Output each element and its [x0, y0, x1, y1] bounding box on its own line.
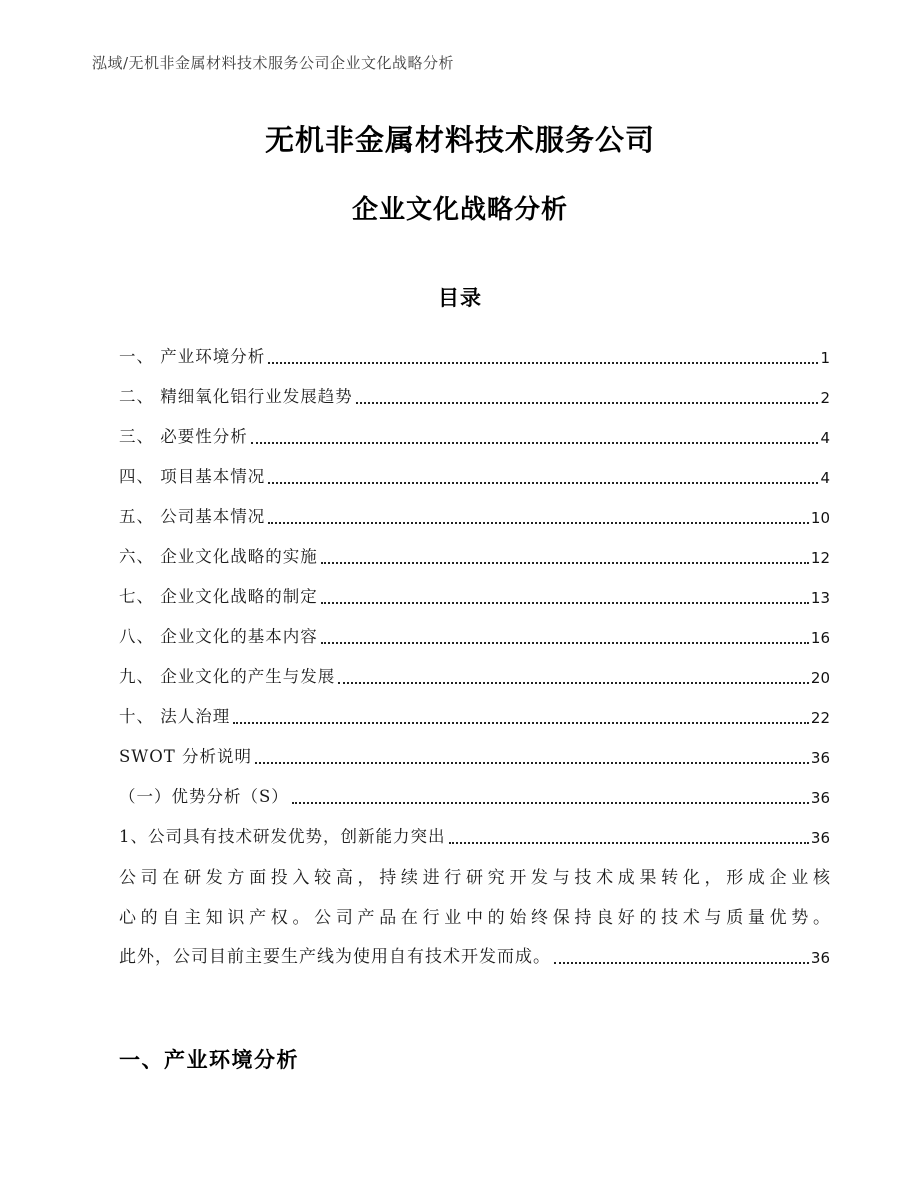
toc-entry-page: 4: [820, 429, 830, 447]
toc-entry: [119, 734, 830, 774]
toc-dot-leader: [554, 962, 809, 964]
toc-entry-label: 1、公司具有技术研发优势，创新能力突出: [119, 827, 446, 846]
toc-entry-label: SWOT 分析说明: [119, 747, 253, 766]
toc-entry-label: 八、 企业文化的基本内容: [119, 627, 318, 646]
toc-entry: [119, 694, 830, 734]
toc-entry-label: 四、 项目基本情况: [119, 467, 266, 486]
toc-entry-label: 二、 精细氧化铝行业发展趋势: [119, 387, 353, 406]
toc-entry: [119, 534, 830, 574]
toc-entry-page: 4: [820, 469, 830, 487]
toc-dot-leader: [292, 802, 809, 804]
toc-entry: [119, 454, 830, 494]
toc-entry-label: （一）优势分析（S）: [119, 787, 289, 806]
toc-entry: [119, 374, 830, 414]
toc-entry: [119, 614, 830, 654]
toc-entry-page: 1: [820, 349, 830, 367]
toc-entry-page: 36: [810, 749, 830, 767]
toc-dot-leader: [255, 762, 809, 764]
toc-paragraph-line: 心的自主知识产权。公司产品在行业中的始终保持良好的技术与质量优势。: [119, 908, 830, 928]
toc-entry-label: 十、 法人治理: [119, 707, 231, 726]
toc-dot-leader: [321, 642, 809, 644]
toc-dot-leader: [321, 562, 809, 564]
toc-dot-leader: [338, 682, 809, 684]
toc-entry-page: 2: [820, 389, 830, 407]
toc-entry: [119, 334, 830, 374]
toc-entry: [119, 774, 830, 814]
toc-dot-leader: [251, 442, 819, 444]
toc-entry-page: 36: [810, 949, 830, 967]
doc-title-line1: 无机非金属材料技术服务公司: [264, 123, 655, 157]
doc-title-line2: 企业文化战略分析: [351, 195, 568, 225]
toc-entry-label: 七、 企业文化战略的制定: [119, 587, 318, 606]
toc-dot-leader: [268, 482, 818, 484]
toc-dot-leader: [321, 602, 809, 604]
toc-entry-label: 三、 必要性分析: [119, 427, 248, 446]
toc-entry-page: 22: [810, 709, 830, 727]
toc-heading: 目录: [438, 286, 482, 310]
toc-entry: [119, 814, 830, 854]
toc-dot-leader: [233, 722, 809, 724]
toc-entry: [119, 414, 830, 454]
toc-entry-label: 此外，公司目前主要生产线为使用自有技术开发而成。: [119, 947, 551, 967]
toc-entry: [119, 654, 830, 694]
toc-dot-leader: [356, 402, 819, 404]
toc-entry-page: 12: [810, 549, 830, 567]
toc-entry-label: 一、 产业环境分析: [119, 347, 266, 366]
toc-entry-page: 13: [810, 589, 830, 607]
toc-entry-list: [119, 334, 830, 854]
toc-entry-label: 九、 企业文化的产生与发展: [119, 667, 336, 686]
section-heading-industry-environment: 一、产业环境分析: [119, 1048, 299, 1072]
toc-dot-leader: [268, 522, 809, 524]
toc-entry-page: 36: [810, 829, 830, 847]
toc-entry-page: 16: [810, 629, 830, 647]
toc-dot-leader: [268, 362, 818, 364]
table-of-contents: [119, 334, 830, 974]
page-header: 泓域/无机非金属材料技术服务公司企业文化战略分析: [92, 54, 455, 72]
toc-entry: [119, 574, 830, 614]
toc-entry-label: 六、 企业文化战略的实施: [119, 547, 318, 566]
toc-entry-label: 五、 公司基本情况: [119, 507, 266, 526]
toc-entry-page: 20: [810, 669, 830, 687]
toc-paragraph-line: 公司在研发方面投入较高，持续进行研究开发与技术成果转化，形成企业核: [119, 868, 830, 888]
toc-dot-leader: [449, 842, 809, 844]
toc-paragraph-last-line: [119, 934, 830, 974]
toc-entry: [119, 494, 830, 534]
toc-entry-page: 36: [810, 789, 830, 807]
toc-entry-page: 10: [810, 509, 830, 527]
